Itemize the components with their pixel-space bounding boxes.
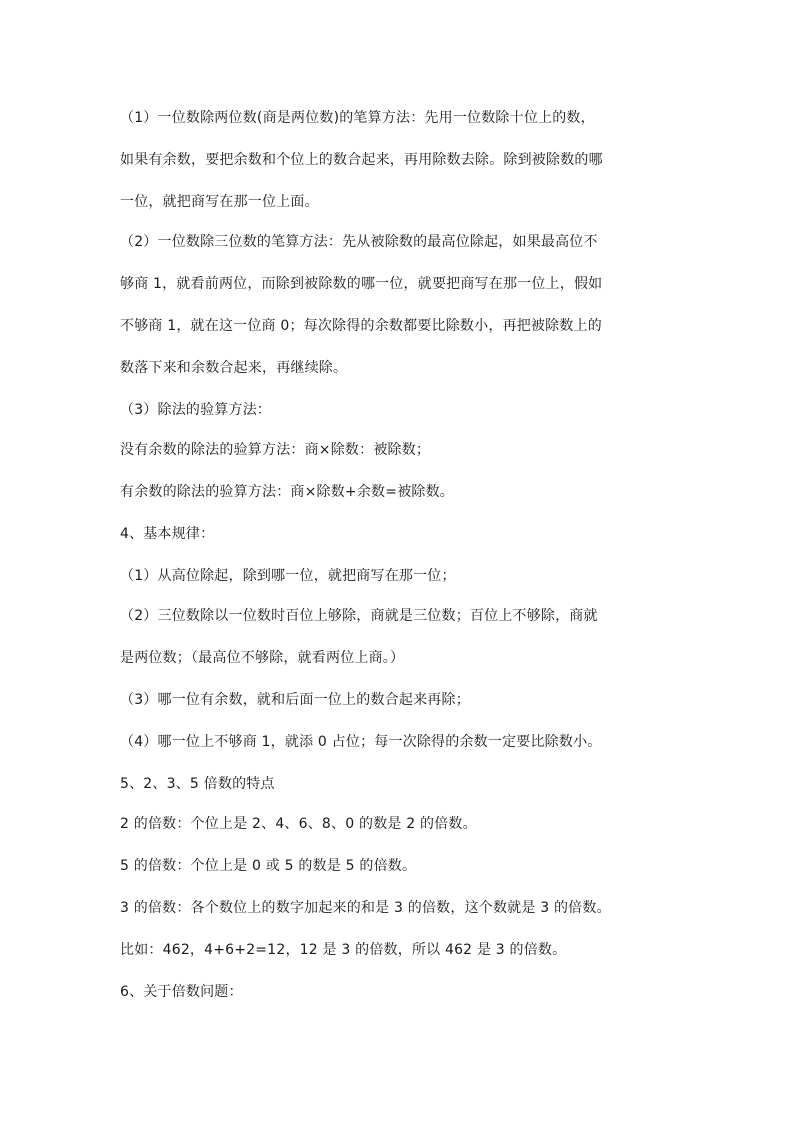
text-line: （3）哪一位有余数，就和后面一位上的数合起来再除；	[120, 692, 470, 708]
text-line: 是两位数；（最高位不够除，就看两位上商。）	[120, 650, 405, 666]
text-line: 比如：462，4+6+2=12，12 是 3 的倍数，所以 462 是 3 的倍数。	[120, 942, 567, 958]
text-line: （3）除法的验算方法：	[120, 402, 272, 418]
text-line: （2）一位数除三位数的笔算方法：先从被除数的最高位除起，如果最高位不	[120, 234, 598, 250]
text-line: 不够商 1，就在这一位商 0；每次除得的余数都要比除数小，再把被除数上的	[120, 318, 602, 334]
text-line: （1）一位数除两位数(商是两位数)的笔算方法：先用一位数除十位上的数，	[120, 110, 595, 126]
text-line: 3 的倍数：各个数位上的数字加起来的和是 3 的倍数，这个数就是 3 的倍数。	[120, 900, 611, 916]
text-line: 5、2、3、5 倍数的特点	[120, 776, 275, 792]
text-line: 4、基本规律：	[120, 526, 215, 542]
text-line: 够商 1，就看前两位，而除到被除数的哪一位，就要把商写在那一位上，假如	[120, 276, 603, 292]
text-line: 有余数的除法的验算方法：商×除数+余数=被除数。	[120, 484, 454, 500]
text-line: 没有余数的除法的验算方法：商×除数：被除数；	[120, 442, 431, 458]
text-line: 2 的倍数：个位上是 2、4、6、8、0 的数是 2 的倍数。	[120, 816, 477, 832]
text-line: （2）三位数除以一位数时百位上够除，商就是三位数；百位上不够除，商就	[120, 608, 598, 624]
text-line: （4）哪一位上不够商 1，就添 0 占位；每一次除得的余数一定要比除数小。	[120, 734, 602, 750]
text-line: 数落下来和余数合起来，再继续除。	[120, 360, 348, 376]
text-line: 一位，就把商写在那一位上面。	[120, 194, 319, 210]
text-line: 5 的倍数：个位上是 0 或 5 的数是 5 的倍数。	[120, 858, 417, 874]
text-line: 6、关于倍数问题：	[120, 984, 243, 1000]
text-line: （1）从高位除起，除到哪一位，就把商写在那一位；	[120, 568, 456, 584]
text-line: 如果有余数，要把余数和个位上的数合起来，再用除数去除。除到被除数的哪	[120, 152, 603, 168]
